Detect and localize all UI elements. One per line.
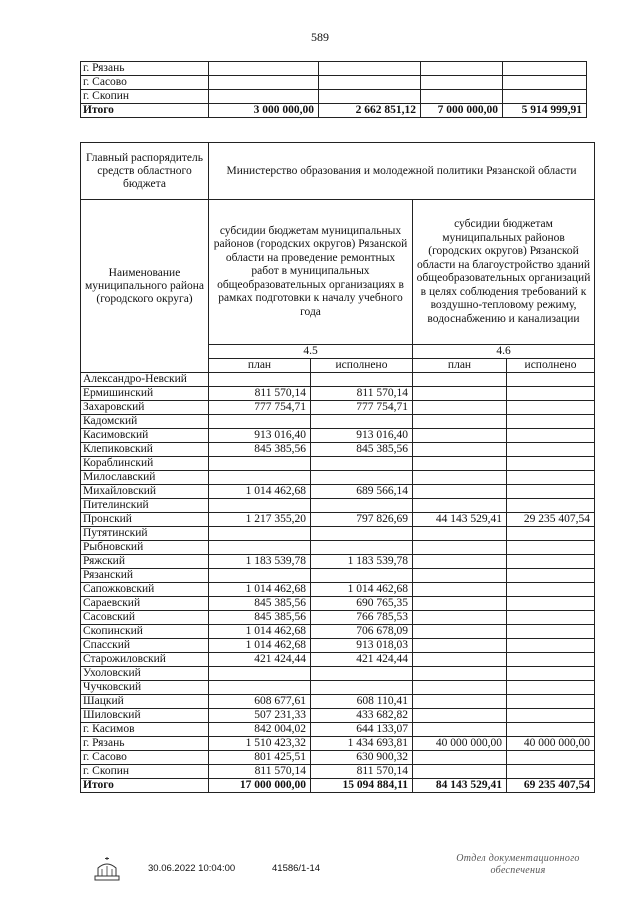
plan-4-5-cell: 1 183 539,78 [209,555,311,569]
plan-4-5-cell [209,471,311,485]
district-name: Сасовский [81,611,209,625]
distributor-label: Главный распорядитель средств областного бюджета [81,143,209,200]
page-number: 589 [311,30,329,44]
district-name: г. Рязань [81,62,209,76]
top-table [80,61,587,118]
district-name: Касимовский [81,429,209,443]
plan-4-5-cell: 913 016,40 [209,429,311,443]
plan-4-5-cell [209,569,311,583]
district-name: Ермишинский [81,387,209,401]
done-4-6-cell [507,457,595,471]
amount-cell [421,90,503,104]
subsidy-4-6-code: 4.6 [413,345,595,359]
done-4-5-cell [311,541,413,555]
plan-4-5-cell [209,667,311,681]
table-row [81,569,595,583]
plan-4-6-cell [413,639,507,653]
done-4-5-cell: 15 094 884,11 [311,779,413,793]
plan-4-5-cell: 811 570,14 [209,765,311,779]
total-row [81,779,595,793]
amount-cell [209,62,319,76]
amount-cell [319,90,421,104]
done-4-6-cell [507,765,595,779]
plan-4-5-cell: 1 014 462,68 [209,583,311,597]
plan-4-5-cell [209,541,311,555]
done-4-6-cell [507,751,595,765]
plan-4-5-cell: 842 004,02 [209,723,311,737]
district-name: Михайловский [81,485,209,499]
district-name: Пителинский [81,499,209,513]
amount-cell [421,62,503,76]
district-name: Ухоловский [81,667,209,681]
table-row [81,681,595,695]
district-name: Рыбновский [81,541,209,555]
done-4-6-cell [507,471,595,485]
plan-4-6-cell [413,457,507,471]
plan-4-6-cell: 44 143 529,41 [413,513,507,527]
table-row [81,387,595,401]
table-row [81,485,595,499]
department-stamp: Отдел документационного обеспечения [456,853,580,876]
district-name: Рязанский [81,569,209,583]
plan-4-5-cell: 845 385,56 [209,597,311,611]
district-name: Сапожковский [81,583,209,597]
table-row [81,90,587,104]
district-name: Пронский [81,513,209,527]
done-4-5-cell: 689 566,14 [311,485,413,499]
done-4-5-cell: 421 424,44 [311,653,413,667]
footer-datetime: 30.06.2022 10:04:00 [148,863,236,874]
subsidy-4-5-description: субсидии бюджетам муниципальных районов (городских округов) Рязанской области на проведение ремонтных работ в муниципальных общеобразовательных организациях в рамках подготовки к началу учебного года [209,200,413,345]
plan-4-5-cell: 421 424,44 [209,653,311,667]
plan-4-5-cell: 801 425,51 [209,751,311,765]
plan-4-5-cell: 845 385,56 [209,443,311,457]
plan-4-6-cell [413,583,507,597]
table-row [81,373,595,387]
plan-4-5-cell: 1 014 462,68 [209,625,311,639]
done-4-5-cell [311,681,413,695]
district-name: Итого [81,779,209,793]
plan-4-6-cell [413,443,507,457]
done-4-6-cell [507,653,595,667]
plan-4-6-cell [413,611,507,625]
done-4-5-cell: 797 826,69 [311,513,413,527]
district-name: Милославский [81,471,209,485]
done-4-6-cell [507,443,595,457]
amount-cell [503,90,587,104]
amount-cell [319,62,421,76]
plan-4-5-cell: 507 231,33 [209,709,311,723]
table-row [81,765,595,779]
done-4-6-cell [507,555,595,569]
plan-4-6-cell: 84 143 529,41 [413,779,507,793]
done-4-6-cell [507,723,595,737]
plan-4-6-cell [413,723,507,737]
amount-cell [503,76,587,90]
plan-4-5-cell [209,681,311,695]
done-4-5-cell [311,667,413,681]
done-4-5-cell [311,415,413,429]
table-row [81,499,595,513]
done-4-6-cell [507,541,595,555]
table-row [81,611,595,625]
plan-4-6-cell [413,709,507,723]
done-4-5-cell: 913 016,40 [311,429,413,443]
total-row [81,104,587,118]
plan-4-6-cell [413,695,507,709]
table-row [81,415,595,429]
amount-cell: 5 914 999,91 [503,104,587,118]
plan-4-5-cell: 845 385,56 [209,611,311,625]
plan-header-4-5: план [209,359,311,373]
done-4-5-cell [311,471,413,485]
district-name: г. Скопин [81,90,209,104]
amount-cell: 3 000 000,00 [209,104,319,118]
plan-4-6-cell [413,555,507,569]
done-4-6-cell [507,681,595,695]
table-row [81,709,595,723]
done-4-5-cell: 706 678,09 [311,625,413,639]
district-name: Захаровский [81,401,209,415]
district-name: Итого [81,104,209,118]
plan-4-5-cell: 1 217 355,20 [209,513,311,527]
amount-cell: 2 662 851,12 [319,104,421,118]
plan-4-6-cell: 40 000 000,00 [413,737,507,751]
subsidy-4-5-code: 4.5 [209,345,413,359]
done-4-6-cell [507,373,595,387]
table-row [81,429,595,443]
district-name: г. Сасово [81,751,209,765]
table-row [81,639,595,653]
table-row [81,443,595,457]
done-4-6-cell [507,499,595,513]
table-row [81,527,595,541]
plan-4-5-cell: 17 000 000,00 [209,779,311,793]
done-4-6-cell [507,611,595,625]
plan-4-6-cell [413,401,507,415]
district-name: Шацкий [81,695,209,709]
plan-4-5-cell [209,457,311,471]
plan-4-6-cell [413,373,507,387]
done-4-6-cell [507,401,595,415]
table-row [81,625,595,639]
done-4-5-cell: 1 014 462,68 [311,583,413,597]
district-name: г. Касимов [81,723,209,737]
district-name: Александро-Невский [81,373,209,387]
plan-4-6-cell [413,527,507,541]
table-row [81,401,595,415]
done-4-5-cell: 913 018,03 [311,639,413,653]
table-row [81,597,595,611]
done-header-4-6: исполнено [507,359,595,373]
done-4-6-cell [507,569,595,583]
district-name: Путятинский [81,527,209,541]
plan-4-6-cell [413,541,507,555]
district-name: г. Рязань [81,737,209,751]
district-name: Кораблинский [81,457,209,471]
done-4-6-cell [507,667,595,681]
table-row [81,583,595,597]
district-name: Старожиловский [81,653,209,667]
plan-4-6-cell [413,485,507,499]
plan-4-6-cell [413,415,507,429]
coat-of-arms-logo [92,857,122,883]
amount-cell [209,90,319,104]
district-label: Наименование муниципального района (городского округа) [81,200,209,373]
done-4-5-cell: 766 785,53 [311,611,413,625]
district-name: Кадомский [81,415,209,429]
done-4-5-cell: 644 133,07 [311,723,413,737]
table-row [81,653,595,667]
district-name: Спасский [81,639,209,653]
done-4-5-cell: 845 385,56 [311,443,413,457]
district-name: Шиловский [81,709,209,723]
plan-4-5-cell [209,527,311,541]
plan-header-4-6: план [413,359,507,373]
done-4-5-cell: 433 682,82 [311,709,413,723]
plan-4-5-cell: 1 014 462,68 [209,485,311,499]
district-name: Сараевский [81,597,209,611]
table-row [81,513,595,527]
done-4-5-cell [311,373,413,387]
done-4-6-cell: 29 235 407,54 [507,513,595,527]
table-row [81,471,595,485]
district-name: Скопинский [81,625,209,639]
done-4-6-cell [507,415,595,429]
district-name: г. Скопин [81,765,209,779]
done-4-6-cell [507,639,595,653]
plan-4-6-cell [413,681,507,695]
done-header-4-5: исполнено [311,359,413,373]
done-4-5-cell: 630 900,32 [311,751,413,765]
done-4-6-cell: 69 235 407,54 [507,779,595,793]
plan-4-5-cell [209,415,311,429]
done-4-6-cell [507,709,595,723]
plan-4-5-cell: 811 570,14 [209,387,311,401]
done-4-5-cell: 608 110,41 [311,695,413,709]
table-row [81,457,595,471]
plan-4-6-cell [413,597,507,611]
main-table [80,142,595,793]
plan-4-6-cell [413,569,507,583]
plan-4-6-cell [413,765,507,779]
done-4-5-cell: 811 570,14 [311,765,413,779]
district-name: Клепиковский [81,443,209,457]
plan-4-6-cell [413,499,507,513]
done-4-5-cell: 1 183 539,78 [311,555,413,569]
done-4-5-cell [311,499,413,513]
done-4-5-cell: 1 434 693,81 [311,737,413,751]
plan-4-5-cell: 608 677,61 [209,695,311,709]
table-row [81,737,595,751]
done-4-5-cell [311,527,413,541]
plan-4-6-cell [413,471,507,485]
done-4-6-cell [507,387,595,401]
done-4-5-cell: 811 570,14 [311,387,413,401]
plan-4-6-cell [413,667,507,681]
plan-4-6-cell [413,387,507,401]
done-4-6-cell [507,583,595,597]
done-4-5-cell [311,569,413,583]
district-name: Ряжский [81,555,209,569]
table-row [81,555,595,569]
plan-4-5-cell: 777 754,71 [209,401,311,415]
plan-4-5-cell [209,499,311,513]
subsidy-4-6-description: субсидии бюджетам муниципальных районов (городских округов) Рязанской области на благоустройство зданий общеобразовательных организаций в целях соблюдения требований к воздушно-тепловому режиму, водоснабжению и канализации [413,200,595,345]
plan-4-6-cell [413,625,507,639]
district-name: г. Сасово [81,76,209,90]
done-4-5-cell: 690 765,35 [311,597,413,611]
amount-cell [421,76,503,90]
plan-4-6-cell [413,751,507,765]
done-4-5-cell [311,457,413,471]
plan-4-5-cell [209,373,311,387]
district-name: Чучковский [81,681,209,695]
ministry-name: Министерство образования и молодежной политики Рязанской области [209,143,595,200]
amount-cell [319,76,421,90]
amount-cell: 7 000 000,00 [421,104,503,118]
plan-4-6-cell [413,429,507,443]
done-4-5-cell: 777 754,71 [311,401,413,415]
table-row [81,751,595,765]
table-row [81,695,595,709]
table-row [81,541,595,555]
done-4-6-cell: 40 000 000,00 [507,737,595,751]
done-4-6-cell [507,429,595,443]
table-row [81,667,595,681]
table-row [81,76,587,90]
footer-doc-number: 41586/1-14 [272,863,321,874]
done-4-6-cell [507,527,595,541]
plan-4-5-cell: 1 014 462,68 [209,639,311,653]
done-4-6-cell [507,625,595,639]
table-row [81,62,587,76]
done-4-6-cell [507,597,595,611]
done-4-6-cell [507,695,595,709]
table-row [81,723,595,737]
amount-cell [209,76,319,90]
plan-4-6-cell [413,653,507,667]
plan-4-5-cell: 1 510 423,32 [209,737,311,751]
done-4-6-cell [507,485,595,499]
amount-cell [503,62,587,76]
